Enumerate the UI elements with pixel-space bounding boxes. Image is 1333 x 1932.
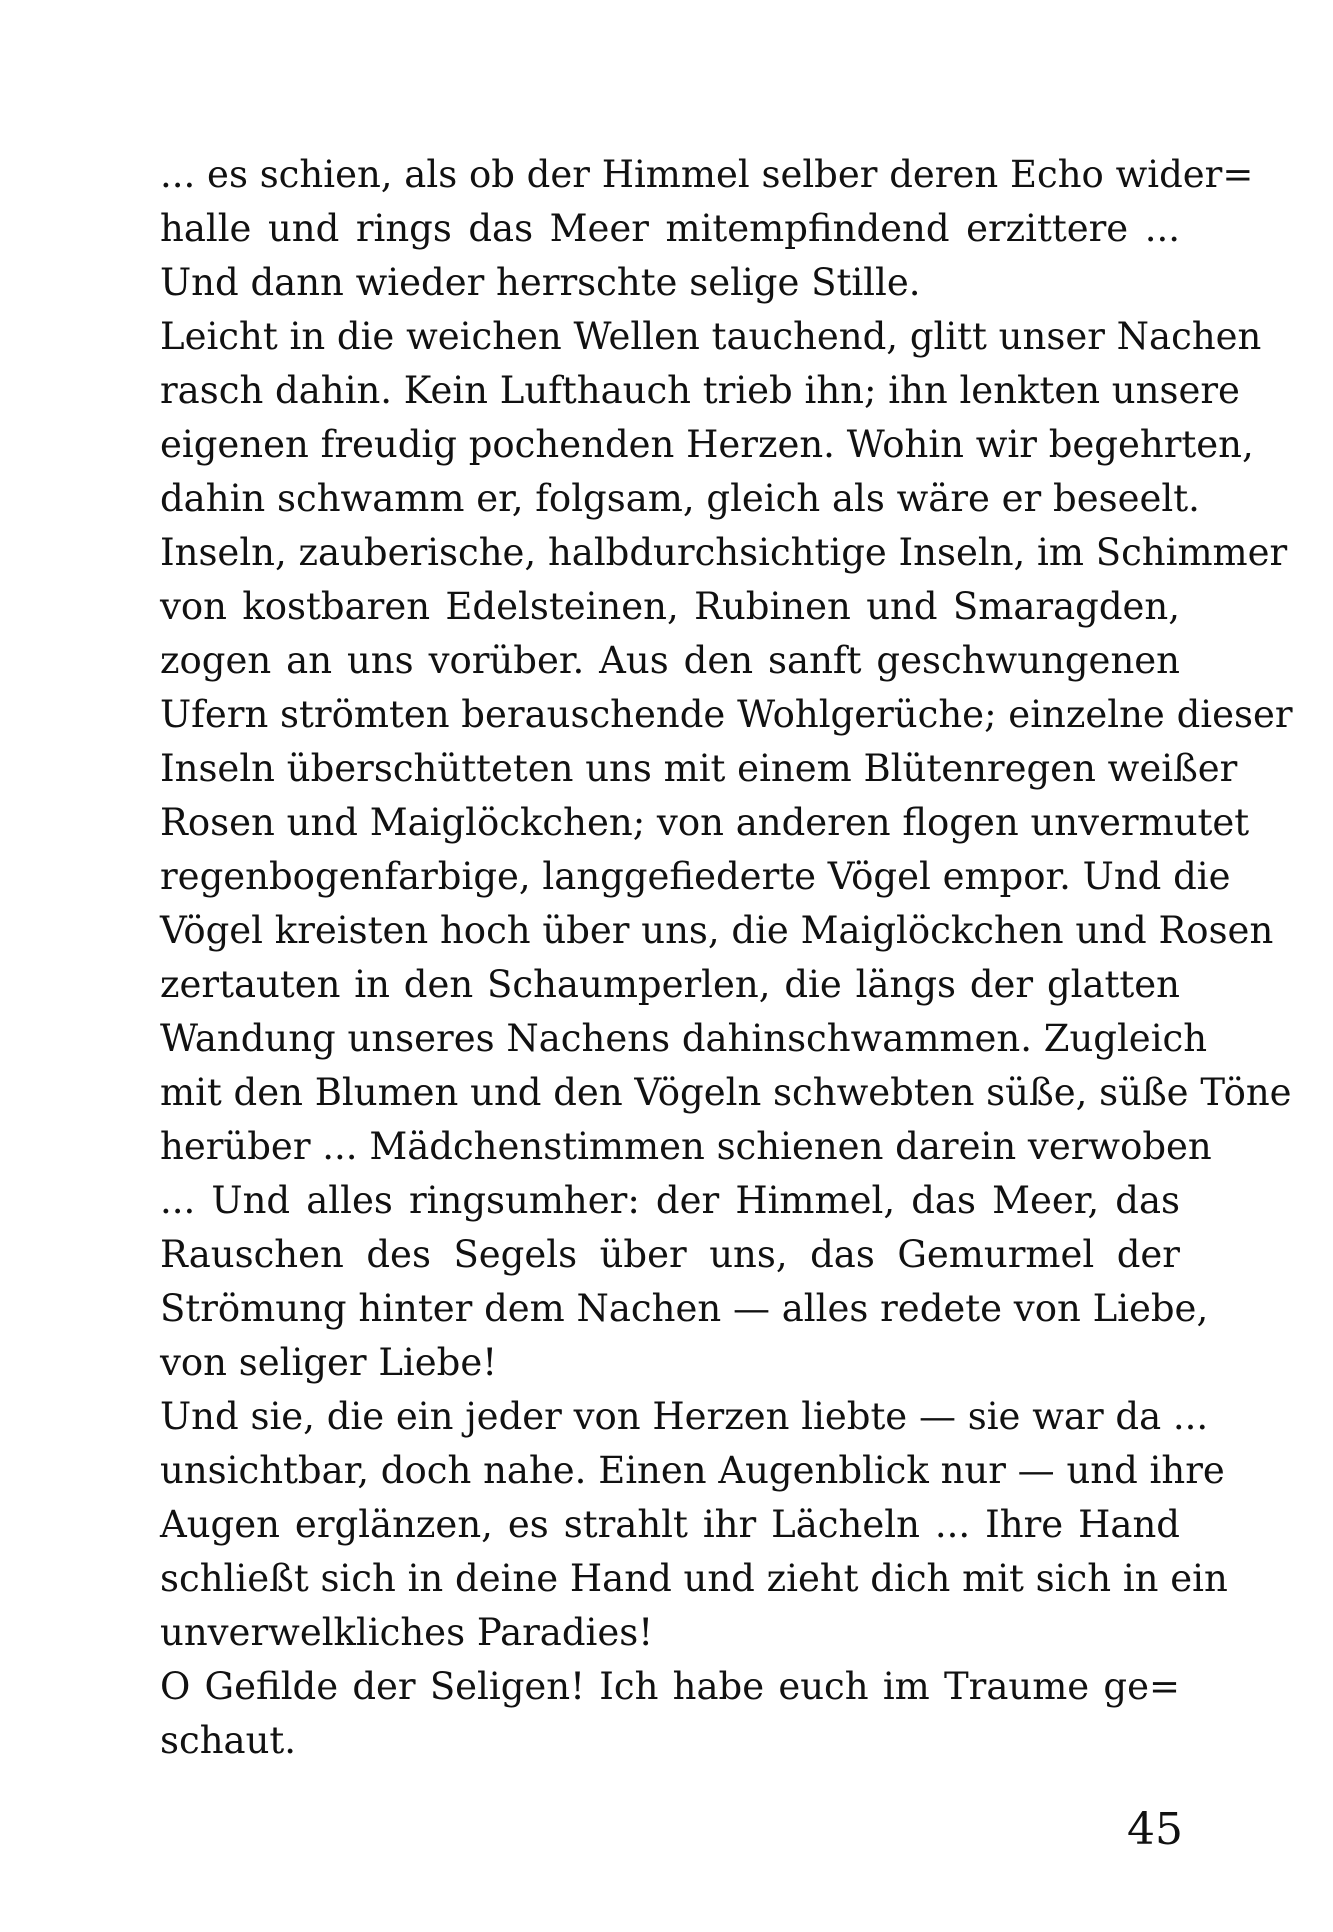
text-line: herüber ... Mädchenstimmen schienen darein verwoben [160, 1125, 1212, 1168]
text-line: O Gefilde der Seligen! Ich habe euch im Traume ge= [160, 1665, 1180, 1708]
text-line: Leicht in die weichen Wellen tauchend, glitt unser Nachen [160, 315, 1262, 358]
text-line: dahin schwamm er, folgsam, gleich als wäre er beseelt. [160, 477, 1200, 520]
text-line: ... es schien, als ob der Himmel selber deren Echo wider= [160, 153, 1254, 196]
text-line: Strömung hinter dem Nachen — alles redete von Liebe, [160, 1287, 1209, 1330]
text-line: Und dann wieder herrschte selige Stille. [160, 261, 921, 304]
text-line: zogen an uns vorüber. Aus den sanft geschwungenen [160, 639, 1180, 682]
text-line: mit den Blumen und den Vögeln schwebten süße, süße Töne [160, 1071, 1292, 1114]
text-line: regenbogenfarbige, langgefiederte Vögel empor. Und die [160, 855, 1231, 898]
text-line: Und sie, die ein jeder von Herzen liebte — sie war da ... [160, 1395, 1209, 1438]
text-line: eigenen freudig pochenden Herzen. Wohin wir begehrten, [160, 423, 1254, 466]
text-line: Vögel kreisten hoch über uns, die Maiglöckchen und Rosen [160, 909, 1274, 952]
text-line: von kostbaren Edelsteinen, Rubinen und Smaragden, [160, 585, 1180, 628]
text-line: Inseln überschütteten uns mit einem Blütenregen weißer [160, 747, 1238, 790]
text-line: von seliger Liebe! [160, 1341, 498, 1384]
text-line: ... Und alles ringsumher: der Himmel, das Meer, das [160, 1179, 1180, 1222]
text-line: Rauschen des Segels über uns, das Gemurmel der [160, 1233, 1180, 1276]
page-number: 45 [1127, 1804, 1183, 1855]
text-line: schließt sich in deine Hand und zieht dich mit sich in ein [160, 1557, 1228, 1600]
text-line: zertauten in den Schaumperlen, die längs der glatten [160, 963, 1180, 1006]
text-line: Ufern strömten berauschende Wohlgerüche; einzelne dieser [160, 693, 1293, 736]
text-line: Inseln, zauberische, halbdurchsichtige Inseln, im Schimmer [160, 531, 1288, 574]
text-line: unverwelkliches Paradies! [160, 1611, 654, 1654]
body-text [160, 148, 1293, 1768]
text-line: Wandung unseres Nachens dahinschwammen. Zugleich [160, 1017, 1208, 1060]
text-line: Augen erglänzen, es strahlt ihr Lächeln ... Ihre Hand [160, 1503, 1180, 1546]
text-line: halle und rings das Meer mitempfindend erzittere ... [160, 207, 1180, 250]
text-line: schaut. [160, 1719, 297, 1762]
text-line: rasch dahin. Kein Lufthauch trieb ihn; ihn lenkten unsere [160, 369, 1240, 412]
text-line: Rosen und Maiglöckchen; von anderen flogen unvermutet [160, 801, 1250, 844]
text-line: unsichtbar, doch nahe. Einen Augenblick nur — und ihre [160, 1449, 1225, 1492]
